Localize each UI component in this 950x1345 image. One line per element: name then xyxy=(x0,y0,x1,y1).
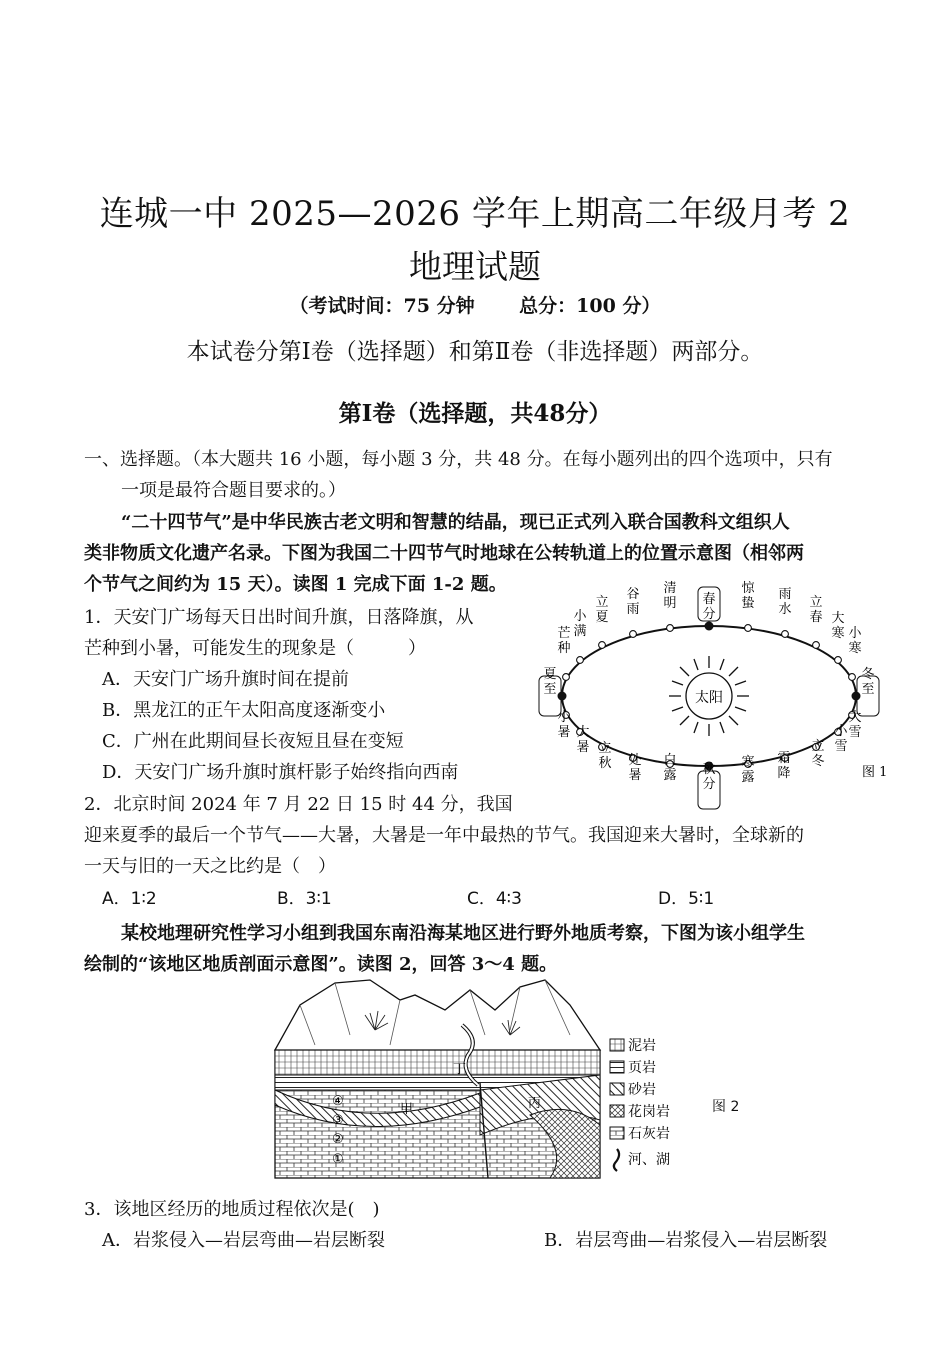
orbit-point xyxy=(563,674,570,681)
q1-stem-line2: 芒种到小暑，可能发生的现象是（ ） xyxy=(84,638,426,659)
term-chunfen: 春分 xyxy=(702,592,716,622)
term-lixia: 立夏 xyxy=(595,595,609,625)
term-shuangjiang: 霜降 xyxy=(777,751,791,781)
orbit-point xyxy=(667,625,674,632)
exam-subtitle: 地理试题 xyxy=(409,247,541,286)
orbit-point-chunfen xyxy=(705,622,714,631)
q1-option-c: C．广州在此期间昼长夜短且昼在变短 xyxy=(102,731,404,752)
q2-stem-line1: 2．北京时间 2024 年 7 月 22 日 15 时 44 分，我国 xyxy=(84,794,513,815)
orbit-point xyxy=(782,631,789,638)
orbit-point-xiazhi xyxy=(558,692,567,701)
term-xiaoman: 小满 xyxy=(573,609,587,639)
term-chushu: 处暑 xyxy=(628,753,642,783)
exam-title: 连城一中 2025—2026 学年上期高二年级月考 2 xyxy=(99,194,851,234)
figure2-legend xyxy=(610,1037,670,1171)
legend-mudstone: 泥岩 xyxy=(628,1038,656,1054)
layer-mudstone xyxy=(275,1050,600,1075)
label-n1: ① xyxy=(332,1152,344,1167)
passage2-line1: 某校地理研究性学习小组到我国东南沿海某地区进行野外地质考察，下图为该小组学生 xyxy=(121,923,805,944)
figure2-geology-section xyxy=(270,975,690,1183)
term-mangzhong: 芒种 xyxy=(557,626,571,656)
orbit-point xyxy=(599,642,606,649)
term-dashu: 大暑 xyxy=(576,725,590,755)
q2-option-c: C．4∶3 xyxy=(467,889,522,909)
figure2-caption: 图 2 xyxy=(712,1099,740,1115)
legend-granite: 花岗岩 xyxy=(628,1104,670,1120)
instruction-line1: 一、选择题。（本大题共 16 小题，每小题 3 分，共 48 分。在每小题列出的四个选项中，只有 xyxy=(84,449,833,470)
q3-option-b: B．岩层弯曲—岩浆侵入—岩层断裂 xyxy=(544,1230,828,1251)
label-ding: 丁 xyxy=(453,1062,467,1077)
label-bing: 丙 xyxy=(528,1096,542,1111)
exam-info: （考试时间：75 分钟 总分：100 分） xyxy=(289,295,661,317)
q2-option-b: B．3∶1 xyxy=(277,889,332,909)
q3-option-a: A．岩浆侵入—岩层弯曲—岩层断裂 xyxy=(102,1230,385,1251)
term-dahan: 大寒 xyxy=(831,611,845,641)
section1-title: 第Ⅰ卷（选择题，共48分） xyxy=(338,400,612,427)
term-qiufen: 秋分 xyxy=(702,762,716,792)
legend-river-lake: 河、湖 xyxy=(628,1152,670,1168)
term-xiaohan: 小寒 xyxy=(848,626,862,656)
instruction-line2: 一项是最符合题目要求的。） xyxy=(121,480,346,501)
term-yushui: 雨水 xyxy=(778,587,792,617)
term-qingming: 清明 xyxy=(663,581,677,611)
sun-label: 太阳 xyxy=(695,690,723,706)
q2-stem-line3: 一天与旧的一天之比约是（ ） xyxy=(84,856,336,877)
passage2-line2: 绘制的“该地区地质剖面示意图”。读图 2，回答 3～4 题。 xyxy=(84,954,558,975)
q2-option-d: D．5∶1 xyxy=(658,889,715,909)
passage1-line3: 个节气之间约为 15 天）。读图 1 完成下面 1-2 题。 xyxy=(84,574,507,595)
term-lidong: 立冬 xyxy=(811,739,825,769)
orbit-point xyxy=(630,631,637,638)
term-hanlu: 寒露 xyxy=(741,755,755,785)
term-liqiu: 立秋 xyxy=(598,741,612,771)
legend-limestone: 石灰岩 xyxy=(628,1126,670,1142)
figure1-orbit-diagram xyxy=(543,581,895,813)
label-n3: ③ xyxy=(332,1113,344,1128)
term-bailu: 白露 xyxy=(663,753,677,783)
label-n2: ② xyxy=(332,1132,344,1147)
label-jia: 甲 xyxy=(400,1102,414,1117)
q1-option-a: A．天安门广场升旗时间在提前 xyxy=(102,669,349,690)
mountain-surface xyxy=(275,980,600,1050)
orbit-point xyxy=(849,674,856,681)
term-xiazhi: 夏至 xyxy=(543,667,557,697)
exam-intro: 本试卷分第Ⅰ卷（选择题）和第Ⅱ卷（非选择题）两部分。 xyxy=(186,339,764,365)
q2-stem-line2: 迎来夏季的最后一个节气——大暑，大暑是一年中最热的节气。我国迎来大暑时，全球新的 xyxy=(84,825,804,846)
passage1-line2: 类非物质文化遗产名录。下图为我国二十四节气时地球在公转轨道上的位置示意图（相邻两 xyxy=(84,543,804,564)
term-xiaoshu: 小暑 xyxy=(557,710,571,740)
q2-option-a: A．1∶2 xyxy=(102,889,157,909)
q1-option-d: D．天安门广场升旗时旗杆影子始终指向西南 xyxy=(102,762,459,783)
term-xiaoxue: 小雪 xyxy=(834,724,848,754)
term-lichun: 立春 xyxy=(809,595,823,625)
legend-sandstone: 砂岩 xyxy=(628,1082,656,1098)
orbit-point xyxy=(813,642,820,649)
q1-option-b: B．黑龙江的正午太阳高度逐渐变小 xyxy=(102,700,386,721)
orbit-point xyxy=(745,625,752,632)
figure1-caption: 图 1 xyxy=(862,765,888,780)
label-n4: ④ xyxy=(332,1094,344,1109)
term-dongzhi: 冬至 xyxy=(861,667,875,697)
passage1-line1: “二十四节气”是中华民族古老文明和智慧的结晶，现已正式列入联合国教科文组织人 xyxy=(121,512,790,533)
orbit-point xyxy=(835,657,842,664)
term-daxue: 大雪 xyxy=(848,710,862,740)
term-guyu: 谷雨 xyxy=(626,587,640,617)
orbit-point xyxy=(577,657,584,664)
q1-stem-line1: 1．天安门广场每天日出时间升旗，日落降旗，从 xyxy=(84,607,474,628)
legend-shale: 页岩 xyxy=(628,1060,656,1076)
term-jingzhe: 惊蛰 xyxy=(741,581,755,611)
orbit-point-dongzhi xyxy=(852,692,861,701)
q3-stem: 3．该地区经历的地质过程依次是( ) xyxy=(84,1199,380,1220)
